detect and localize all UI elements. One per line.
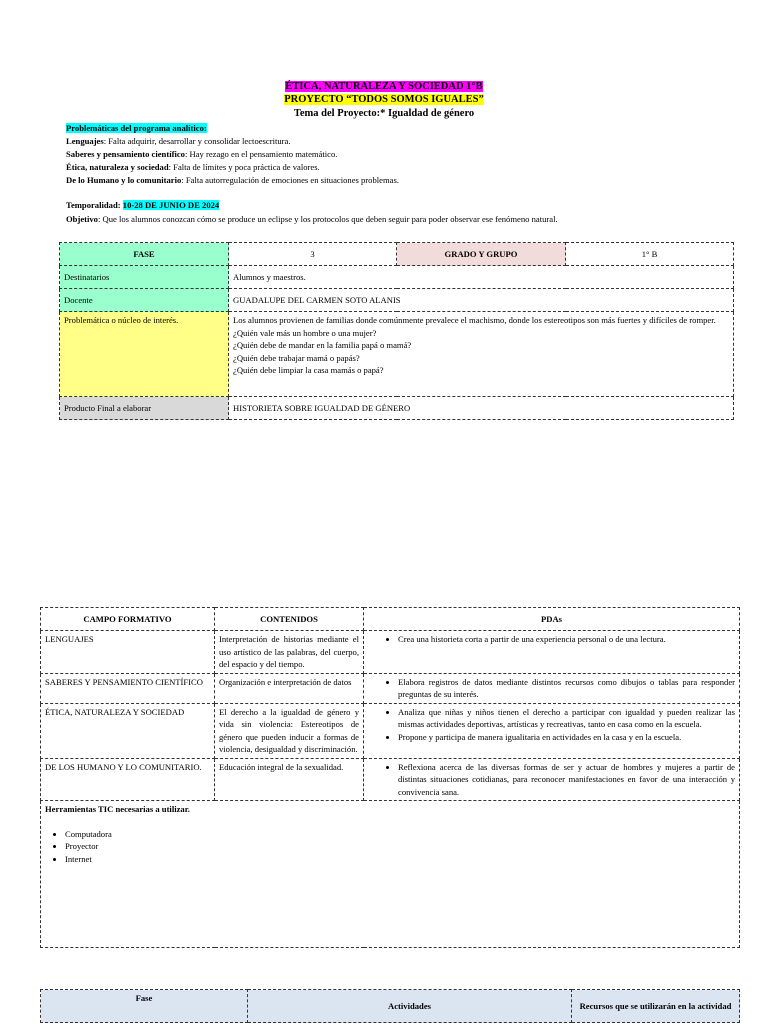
contenido-cell: El derecho a la igualdad de género y vida sin violencia: Estereotipos de género que pueden inducir a formas de violencia, desigualdad y discriminación. xyxy=(215,703,364,758)
problematicas-title: Problemáticas del programa analítico: xyxy=(66,123,207,133)
contenido-cell: Organización e interpretación de datos xyxy=(215,673,364,703)
pdas-cell xyxy=(364,673,740,703)
header-campo: CAMPO FORMATIVO xyxy=(41,608,215,631)
problematica-item: Ética, naturaleza y sociedad: Falta de límites y poca práctica de valores. xyxy=(66,162,320,172)
fase-label: FASE xyxy=(60,243,229,266)
header-actividades: Actividades xyxy=(248,990,572,1023)
tic-item: • Internet xyxy=(65,853,735,866)
pdas-cell xyxy=(364,703,740,758)
header-pdas: PDAs xyxy=(364,608,740,631)
campo-cell: DE LOS HUMANO Y LO COMUNITARIO. xyxy=(41,758,215,801)
pda-item: • Propone y participa de manera igualitaria en actividades en la casa y en la escuela. xyxy=(398,731,735,744)
pda-item: • Reflexiona acerca de las diversas formas de ser y actuar de hombres y mujeres a partir de distintas situaciones cotidianas, para reconocer manifestaciones en favor de una interacción y convivencia sana. xyxy=(398,761,735,799)
problematica-line: ¿Quién vale más un hombre o una mujer? xyxy=(233,327,377,338)
problematica-line: ¿Quién debe trabajar mamá o papás? xyxy=(233,352,360,363)
fase-value: 3 xyxy=(229,243,397,266)
title-line-3: Tema del Proyecto:* Igualdad de género xyxy=(293,108,475,119)
problematica-value xyxy=(229,312,734,397)
pdas-cell xyxy=(364,758,740,801)
grado-label: GRADO Y GRUPO xyxy=(397,243,566,266)
contenido-cell: Educación integral de la sexualidad. xyxy=(215,758,364,801)
campos-formativos-table xyxy=(40,607,740,948)
header-contenidos: CONTENIDOS xyxy=(215,608,364,631)
contenido-cell: Interpretación de historias mediante el uso artístico de las palabras, del cuerpo, del espacio y del tiempo. xyxy=(215,631,364,674)
problematica-line: Los alumnos provienen de familias donde comúnmente prevalece el machismo, donde los estereotipos son más fuertes y difíciles de romper. xyxy=(233,315,716,325)
problematica-item: Lenguajes: Falta adquirir, desarrollar y consolidar lectoescritura. xyxy=(66,136,291,146)
tic-item: • Proyector xyxy=(65,840,735,853)
campo-cell: ÉTICA, NATURALEZA Y SOCIEDAD xyxy=(41,703,215,758)
problematica-item: Saberes y pensamiento científico: Hay rezago en el pensamiento matemático. xyxy=(66,149,338,159)
actividades-table xyxy=(40,989,740,1023)
temporalidad: Temporalidad: 10-28 DE JUNIO DE 2024 xyxy=(66,200,220,210)
problematica-label: Problemática o núcleo de interés. xyxy=(60,312,229,397)
campo-cell: SABERES Y PENSAMIENTO CIENTÍFICO xyxy=(41,673,215,703)
pdas-cell xyxy=(364,631,740,674)
pda-item: • Elabora registros de datos mediante distintos recursos como dibujos o tablas para responder preguntas de su interés. xyxy=(398,676,735,701)
project-info-table xyxy=(59,242,734,420)
tic-item: • Computadora xyxy=(65,828,735,841)
pda-item: • Crea una historieta corta a partir de una experiencia personal o de una lectura. xyxy=(398,633,735,646)
docente-label: Docente xyxy=(60,289,229,312)
objetivo: Objetivo: Que los alumnos conozcan cómo se produce un eclipse y los protocolos que deben seguir para poder observar ese fenómeno natural. xyxy=(66,214,558,224)
campo-cell: LENGUAJES xyxy=(41,631,215,674)
destinatarios-value: Alumnos y maestros. xyxy=(229,266,734,289)
producto-label: Producto Final a elaborar xyxy=(60,397,229,420)
grado-value: 1° B xyxy=(566,243,734,266)
title-line-2: PROYECTO “TODOS SOMOS IGUALES” xyxy=(284,94,484,105)
header-recursos: Recursos que se utilizarán en la actividad xyxy=(572,990,740,1023)
title-line-1: ÉTICA, NATURALEZA Y SOCIEDAD 1°B xyxy=(285,81,483,92)
tic-cell xyxy=(41,801,740,948)
problematica-line: ¿Quién debe de mandar en la familia papá o mamá? xyxy=(233,340,412,350)
pda-item: • Analiza que niñas y niños tienen el derecho a participar con igualdad y pueden realizar las mismas actividades deportivas, artísticas y recreativas, tanto en casa como en la escuela. xyxy=(398,706,735,731)
header-fase: Fase xyxy=(41,990,248,1023)
problematica-item: De lo Humano y lo comunitario: Falta autorregulación de emociones en situaciones problemas. xyxy=(66,175,399,185)
problematica-line: ¿Quién debe limpiar la casa mamás o papá? xyxy=(233,365,384,375)
docente-value: GUADALUPE DEL CARMEN SOTO ALANIS xyxy=(229,289,734,312)
destinatarios-label: Destinatarios xyxy=(60,266,229,289)
producto-value: HISTORIETA SOBRE IGUALDAD DE GÉNERO xyxy=(229,397,734,420)
tic-title: Herramientas TIC necesarias a utilizar. xyxy=(45,804,190,814)
